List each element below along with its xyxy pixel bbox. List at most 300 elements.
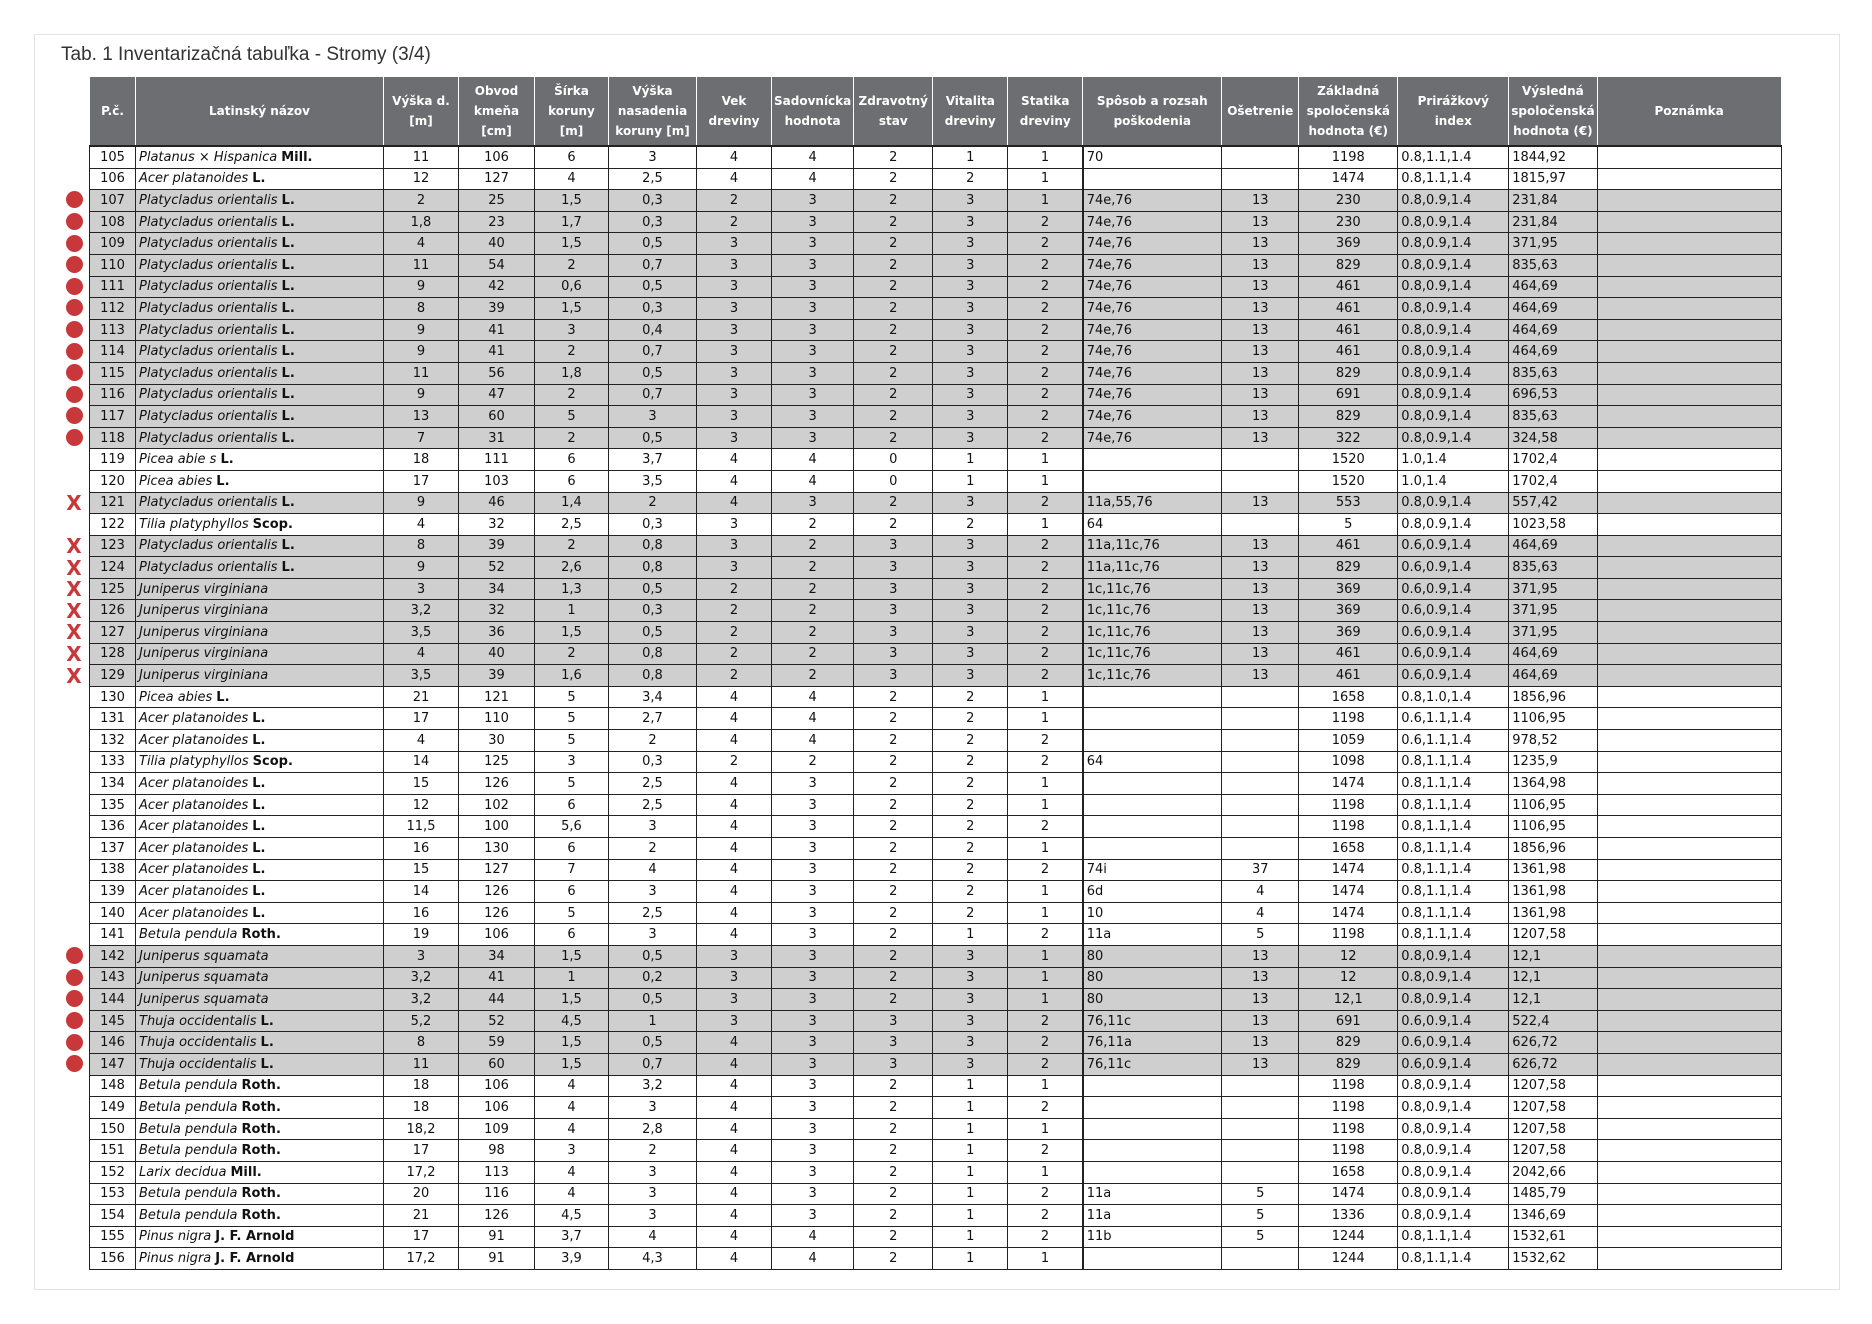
cell-zd: 2	[854, 384, 933, 406]
cell-sad: 3	[772, 816, 854, 838]
cell-os: 37	[1222, 859, 1299, 881]
cell-h: 11	[384, 1053, 459, 1075]
cell-n: 0,8	[609, 643, 697, 665]
cell-zak: 12	[1299, 945, 1398, 967]
cell-st: 1	[1008, 449, 1083, 471]
cell-os: 13	[1222, 276, 1299, 298]
cell-os: 13	[1222, 298, 1299, 320]
cell-v: 3	[697, 427, 772, 449]
latin-name-cell	[136, 1205, 384, 1227]
cell-note	[1597, 535, 1781, 557]
cell-s: 1,5	[535, 1053, 609, 1075]
cell-v: 3	[697, 989, 772, 1011]
table-row	[90, 276, 1782, 298]
cell-sad: 3	[772, 967, 854, 989]
cell-zd: 2	[854, 514, 933, 536]
cell-st: 2	[1008, 1183, 1083, 1205]
cell-vi: 3	[933, 967, 1008, 989]
species-author: L.	[252, 776, 266, 792]
cell-vys: 1856,96	[1509, 838, 1597, 860]
cell-h: 5,2	[384, 1010, 459, 1032]
cell-pc: 148	[90, 1075, 136, 1097]
cell-zd: 2	[854, 686, 933, 708]
cell-dmg	[1083, 708, 1222, 730]
column-header: Základná spoločenská hodnota (€)	[1299, 77, 1398, 147]
cell-note	[1597, 1161, 1781, 1183]
cell-v: 3	[697, 514, 772, 536]
cell-vi: 1	[933, 1118, 1008, 1140]
latin-name-cell	[136, 1183, 384, 1205]
table-row	[90, 557, 1782, 579]
cell-v: 4	[697, 1248, 772, 1270]
cell-idx: 0.8,0.9,1.4	[1398, 233, 1509, 255]
cell-zd: 2	[854, 362, 933, 384]
cell-zd: 2	[854, 1075, 933, 1097]
cell-idx: 0.6,0.9,1.4	[1398, 665, 1509, 687]
species-author: L.	[281, 538, 295, 554]
cell-idx: 0.8,0.9,1.4	[1398, 1118, 1509, 1140]
latin-name-cell	[136, 924, 384, 946]
cell-h: 3,2	[384, 600, 459, 622]
cell-note	[1597, 838, 1781, 860]
cell-h: 12	[384, 794, 459, 816]
cell-zd: 2	[854, 794, 933, 816]
cell-st: 2	[1008, 319, 1083, 341]
cell-pc: 134	[90, 773, 136, 795]
red-dot-icon	[62, 212, 86, 232]
cell-s: 2	[535, 384, 609, 406]
cell-pc: 124	[90, 557, 136, 579]
cell-h: 7	[384, 427, 459, 449]
cell-vys: 1532,62	[1509, 1248, 1597, 1270]
latin-name-cell	[136, 600, 384, 622]
cell-o: 31	[459, 427, 535, 449]
cell-note	[1597, 384, 1781, 406]
cell-zd: 2	[854, 298, 933, 320]
species-name: Platycladus orientalis	[139, 344, 278, 360]
cell-os: 13	[1222, 362, 1299, 384]
cell-note	[1597, 924, 1781, 946]
cell-zak: 1520	[1299, 470, 1398, 492]
species-author: L.	[252, 797, 266, 813]
species-author: L.	[252, 819, 266, 835]
cell-v: 3	[697, 945, 772, 967]
cell-zd: 2	[854, 730, 933, 752]
cell-vi: 3	[933, 643, 1008, 665]
cell-h: 17,2	[384, 1161, 459, 1183]
cell-zak: 1474	[1299, 902, 1398, 924]
cell-zak: 829	[1299, 1032, 1398, 1054]
cell-s: 2	[535, 535, 609, 557]
table-row	[90, 406, 1782, 428]
cell-s: 2,6	[535, 557, 609, 579]
cell-zd: 2	[854, 276, 933, 298]
cell-vys: 1207,58	[1509, 1097, 1597, 1119]
cell-st: 2	[1008, 492, 1083, 514]
cell-st: 1	[1008, 794, 1083, 816]
cell-os: 13	[1222, 557, 1299, 579]
cell-sad: 3	[772, 276, 854, 298]
cell-dmg: 1c,11c,76	[1083, 622, 1222, 644]
cell-dmg: 1c,11c,76	[1083, 665, 1222, 687]
latin-name-cell	[136, 794, 384, 816]
species-author: L.	[281, 495, 295, 511]
cell-sad: 4	[772, 686, 854, 708]
latin-name-cell	[136, 859, 384, 881]
cell-zak: 369	[1299, 233, 1398, 255]
species-author: Scop.	[252, 516, 293, 532]
cell-st: 1	[1008, 902, 1083, 924]
cell-h: 18,2	[384, 1118, 459, 1140]
cell-st: 1	[1008, 708, 1083, 730]
cell-dmg: 74e,76	[1083, 190, 1222, 212]
cell-dmg: 80	[1083, 967, 1222, 989]
cell-zd: 0	[854, 470, 933, 492]
species-author: L.	[252, 171, 266, 187]
cell-dmg: 10	[1083, 902, 1222, 924]
species-author: L.	[252, 840, 266, 856]
cell-pc: 149	[90, 1097, 136, 1119]
cell-h: 17	[384, 1226, 459, 1248]
cell-pc: 152	[90, 1161, 136, 1183]
cell-vi: 3	[933, 557, 1008, 579]
cell-sad: 3	[772, 1183, 854, 1205]
cell-dmg	[1083, 773, 1222, 795]
latin-name-cell	[136, 1053, 384, 1075]
cell-st: 1	[1008, 470, 1083, 492]
column-header: Výsledná spoločenská hodnota (€)	[1509, 77, 1597, 147]
cell-vys: 371,95	[1509, 600, 1597, 622]
cell-vys: 464,69	[1509, 535, 1597, 557]
cell-zd: 2	[854, 859, 933, 881]
cell-h: 17	[384, 708, 459, 730]
red-x-icon: X	[66, 490, 82, 515]
cell-vi: 3	[933, 665, 1008, 687]
cell-os: 13	[1222, 341, 1299, 363]
cell-n: 3,7	[609, 449, 697, 471]
species-author: L.	[281, 430, 295, 446]
cell-zak: 461	[1299, 341, 1398, 363]
cell-sad: 4	[772, 470, 854, 492]
cell-o: 121	[459, 686, 535, 708]
cell-vys: 1815,97	[1509, 168, 1597, 190]
cell-st: 1	[1008, 773, 1083, 795]
cell-os	[1222, 168, 1299, 190]
cell-s: 4	[535, 1118, 609, 1140]
cell-idx: 0.8,1.1,1.4	[1398, 902, 1509, 924]
cell-idx: 0.8,0.9,1.4	[1398, 427, 1509, 449]
cell-s: 2,5	[535, 514, 609, 536]
cell-s: 4	[535, 1075, 609, 1097]
cell-sad: 3	[772, 1010, 854, 1032]
cell-pc: 123	[90, 535, 136, 557]
species-author: J. F. Arnold	[215, 1251, 295, 1267]
cell-dmg: 11a	[1083, 1205, 1222, 1227]
cell-idx: 0.6,0.9,1.4	[1398, 600, 1509, 622]
species-author: L.	[252, 883, 266, 899]
cell-vi: 1	[933, 1161, 1008, 1183]
cell-v: 3	[697, 384, 772, 406]
cell-v: 4	[697, 686, 772, 708]
cell-idx: 0.8,1.1,1.4	[1398, 838, 1509, 860]
cell-pc: 122	[90, 514, 136, 536]
cell-pc: 141	[90, 924, 136, 946]
cell-v: 4	[697, 1053, 772, 1075]
red-x-icon: X	[66, 533, 82, 558]
cell-s: 5	[535, 773, 609, 795]
table-row	[90, 233, 1782, 255]
cell-dmg: 74e,76	[1083, 341, 1222, 363]
cell-idx: 0.8,1.1,1.4	[1398, 1248, 1509, 1270]
cell-n: 0,3	[609, 751, 697, 773]
species-name: Betula pendula	[139, 927, 238, 943]
cell-note	[1597, 665, 1781, 687]
species-author: L.	[281, 344, 295, 360]
cell-dmg: 1c,11c,76	[1083, 643, 1222, 665]
species-name: Platycladus orientalis	[139, 236, 278, 252]
cell-n: 0,3	[609, 514, 697, 536]
cell-zak: 829	[1299, 362, 1398, 384]
table-row	[90, 838, 1782, 860]
cell-zak: 1474	[1299, 859, 1398, 881]
red-dot-icon	[62, 989, 86, 1009]
cell-sad: 3	[772, 298, 854, 320]
cell-st: 2	[1008, 1140, 1083, 1162]
cell-note	[1597, 708, 1781, 730]
species-name: Platycladus orientalis	[139, 365, 278, 381]
cell-dmg: 11a,11c,76	[1083, 557, 1222, 579]
cell-o: 30	[459, 730, 535, 752]
cell-zd: 2	[854, 881, 933, 903]
cell-v: 4	[697, 730, 772, 752]
cell-os: 13	[1222, 643, 1299, 665]
cell-n: 0,5	[609, 233, 697, 255]
cell-n: 0,5	[609, 989, 697, 1011]
cell-zd: 2	[854, 1140, 933, 1162]
cell-zd: 2	[854, 1097, 933, 1119]
cell-v: 3	[697, 298, 772, 320]
cell-h: 21	[384, 1205, 459, 1227]
cell-o: 91	[459, 1248, 535, 1270]
species-author: L.	[281, 560, 295, 576]
cell-s: 3,9	[535, 1248, 609, 1270]
table-row	[90, 859, 1782, 881]
cell-dmg	[1083, 1248, 1222, 1270]
cell-zak: 691	[1299, 384, 1398, 406]
cell-zak: 369	[1299, 578, 1398, 600]
species-name: Platycladus orientalis	[139, 408, 278, 424]
cell-dmg	[1083, 1097, 1222, 1119]
cell-sad: 2	[772, 535, 854, 557]
cell-o: 106	[459, 146, 535, 168]
cell-v: 4	[697, 859, 772, 881]
red-x-icon: X	[66, 663, 82, 688]
cell-vys: 835,63	[1509, 557, 1597, 579]
latin-name-cell	[136, 535, 384, 557]
cell-h: 8	[384, 535, 459, 557]
cell-v: 3	[697, 967, 772, 989]
red-dot-icon	[62, 320, 86, 340]
cell-o: 116	[459, 1183, 535, 1205]
cell-sad: 3	[772, 902, 854, 924]
cell-n: 0,3	[609, 211, 697, 233]
cell-sad: 4	[772, 1248, 854, 1270]
table-row	[90, 902, 1782, 924]
cell-sad: 2	[772, 665, 854, 687]
cell-vys: 1106,95	[1509, 708, 1597, 730]
latin-name-cell	[136, 254, 384, 276]
cell-vys: 1702,4	[1509, 470, 1597, 492]
cell-s: 6	[535, 449, 609, 471]
cell-vys: 1532,61	[1509, 1226, 1597, 1248]
cell-pc: 156	[90, 1248, 136, 1270]
cell-idx: 0.8,0.9,1.4	[1398, 211, 1509, 233]
cell-st: 2	[1008, 276, 1083, 298]
cell-o: 98	[459, 1140, 535, 1162]
cell-h: 15	[384, 773, 459, 795]
species-name: Platycladus orientalis	[139, 214, 278, 230]
cell-sad: 3	[772, 190, 854, 212]
red-x-icon: X	[66, 555, 82, 580]
cell-vys: 464,69	[1509, 276, 1597, 298]
cell-zd: 2	[854, 319, 933, 341]
cell-h: 4	[384, 643, 459, 665]
cell-note	[1597, 859, 1781, 881]
cell-h: 8	[384, 298, 459, 320]
cell-v: 4	[697, 708, 772, 730]
cell-vi: 3	[933, 233, 1008, 255]
cell-os: 13	[1222, 945, 1299, 967]
cell-s: 1,3	[535, 578, 609, 600]
cell-n: 0,5	[609, 945, 697, 967]
cell-st: 2	[1008, 427, 1083, 449]
cell-note	[1597, 902, 1781, 924]
table-row	[90, 449, 1782, 471]
cell-s: 3,7	[535, 1226, 609, 1248]
latin-name-cell	[136, 514, 384, 536]
cell-o: 41	[459, 967, 535, 989]
cell-note	[1597, 190, 1781, 212]
cell-idx: 0.8,1.1,1.4	[1398, 168, 1509, 190]
species-name: Platycladus orientalis	[139, 430, 278, 446]
cell-st: 2	[1008, 600, 1083, 622]
cell-sad: 3	[772, 1032, 854, 1054]
cell-s: 2	[535, 427, 609, 449]
cell-s: 0,6	[535, 276, 609, 298]
cell-sad: 4	[772, 449, 854, 471]
species-name: Thuja occidentalis	[139, 1056, 257, 1072]
cell-os	[1222, 1140, 1299, 1162]
cell-n: 0,8	[609, 557, 697, 579]
latin-name-cell	[136, 643, 384, 665]
cell-os: 13	[1222, 384, 1299, 406]
cell-vi: 1	[933, 1183, 1008, 1205]
cell-note	[1597, 989, 1781, 1011]
cell-st: 1	[1008, 686, 1083, 708]
cell-h: 9	[384, 492, 459, 514]
cell-zd: 2	[854, 1205, 933, 1227]
cell-note	[1597, 622, 1781, 644]
cell-zd: 3	[854, 578, 933, 600]
table-row	[90, 1118, 1782, 1140]
cell-vi: 3	[933, 384, 1008, 406]
cell-dmg	[1083, 838, 1222, 860]
header-row	[90, 77, 1782, 147]
cell-zak: 829	[1299, 406, 1398, 428]
cell-os	[1222, 449, 1299, 471]
cell-vi: 3	[933, 190, 1008, 212]
table-row	[90, 168, 1782, 190]
cell-zak: 12	[1299, 967, 1398, 989]
cell-dmg	[1083, 1118, 1222, 1140]
cell-idx: 0.8,0.9,1.4	[1398, 298, 1509, 320]
cell-note	[1597, 643, 1781, 665]
cell-st: 2	[1008, 751, 1083, 773]
table-row	[90, 1053, 1782, 1075]
cell-n: 2,5	[609, 168, 697, 190]
red-dot-icon	[62, 363, 86, 383]
species-name: Thuja occidentalis	[139, 1013, 257, 1029]
cell-sad: 4	[772, 168, 854, 190]
cell-o: 125	[459, 751, 535, 773]
cell-idx: 1.0,1.4	[1398, 470, 1509, 492]
cell-st: 2	[1008, 254, 1083, 276]
cell-v: 2	[697, 643, 772, 665]
column-header: P.č.	[90, 77, 136, 147]
cell-st: 1	[1008, 168, 1083, 190]
column-header: Obvod kmeňa [cm]	[459, 77, 535, 147]
species-author: L.	[281, 236, 295, 252]
cell-zd: 2	[854, 751, 933, 773]
cell-h: 19	[384, 924, 459, 946]
cell-pc: 127	[90, 622, 136, 644]
cell-dmg: 11a,55,76	[1083, 492, 1222, 514]
latin-name-cell	[136, 665, 384, 687]
cell-pc: 112	[90, 298, 136, 320]
cell-s: 1,5	[535, 622, 609, 644]
column-header: Prirážkový index	[1398, 77, 1509, 147]
cell-st: 2	[1008, 341, 1083, 363]
cell-pc: 150	[90, 1118, 136, 1140]
species-name: Juniperus squamata	[139, 970, 269, 986]
latin-name-cell	[136, 341, 384, 363]
cell-zd: 3	[854, 622, 933, 644]
cell-vi: 2	[933, 773, 1008, 795]
cell-note	[1597, 233, 1781, 255]
cell-h: 3,5	[384, 622, 459, 644]
cell-o: 126	[459, 773, 535, 795]
cell-pc: 114	[90, 341, 136, 363]
table-row	[90, 751, 1782, 773]
cell-idx: 0.8,0.9,1.4	[1398, 1075, 1509, 1097]
cell-vi: 1	[933, 924, 1008, 946]
cell-idx: 0.6,0.9,1.4	[1398, 578, 1509, 600]
inventory-table	[89, 76, 1782, 1270]
cell-h: 9	[384, 384, 459, 406]
cell-v: 3	[697, 406, 772, 428]
cell-n: 4	[609, 859, 697, 881]
cell-h: 3,2	[384, 989, 459, 1011]
cell-h: 3	[384, 945, 459, 967]
cell-st: 2	[1008, 557, 1083, 579]
cell-idx: 0.8,0.9,1.4	[1398, 989, 1509, 1011]
cell-pc: 146	[90, 1032, 136, 1054]
cell-os	[1222, 816, 1299, 838]
cell-v: 3	[697, 319, 772, 341]
cell-s: 5	[535, 708, 609, 730]
cell-n: 0,7	[609, 384, 697, 406]
cell-v: 4	[697, 1032, 772, 1054]
